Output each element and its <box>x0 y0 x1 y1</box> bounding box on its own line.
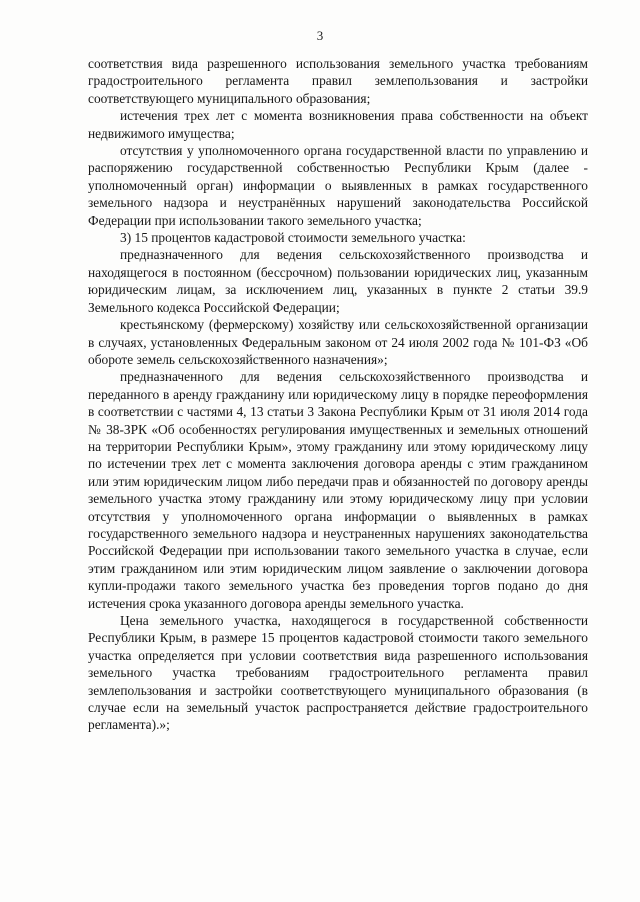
paragraph-6: крестьянскому (фермерскому) хозяйству или сельскохозяйственной организации в случаях, установленных Федеральным законом от 24 июля 2002 года № 101-ФЗ «Об обороте земель сельскохозяйственного назначения»; <box>88 317 588 367</box>
paragraph-1: соответствия вида разрешенного использования земельного участка требованиям градостроительного регламента правил землепользования и застройки соответствующего муниципального образования; <box>88 56 588 106</box>
paragraph-7: предназначенного для ведения сельскохозяйственного производства и переданного в аренду гражданину или юридическому лицу в порядке переоформления в соответствии с частями 4, 13 статьи 3 Закона Республики Крым от 31 июля 2014 года № 38-ЗРК «Об особенностях регулирования имущественных и земельных отношений на территории Республики Крым», этому гражданину или этому юридическому лицу по истечении трех лет с момента заключения договора аренды с этим гражданином или этим юридическим лицом либо передачи прав и обязанностей по договору аренды земельного участка этому гражданину или этому юридическому лицу при условии отсутствия у уполномоченного органа информации о выявленных в рамках государственного земельного надзора и неустраненных нарушениях законодательства Российской Федерации при использовании такого земельного участка в случае, если этим гражданином или этим юридическим лицом заявление о заключении договора купли-продажи такого земельного участка без проведения торгов подано до дня истечения срока указанного договора аренды земельного участка. <box>88 369 588 611</box>
document-body <box>88 55 588 734</box>
paragraph-2: истечения трех лет с момента возникновения права собственности на объект недвижимого имущества; <box>88 108 588 141</box>
paragraph-3: отсутствия у уполномоченного органа государственной власти по управлению и распоряжению государственной собственностью Республики Крым (далее - уполномоченный орган) информации о выявленных в рамках государственного земельного надзора и неустранённых нарушений законодательства Российской Федерации при использовании такого земельного участка; <box>88 143 588 228</box>
paragraph-5: предназначенного для ведения сельскохозяйственного производства и находящегося в постоянном (бессрочном) пользовании юридических лиц, указанным юридическим лицам, за исключением лиц, указанных в пункте 2 статьи 39.9 Земельного кодекса Российской Федерации; <box>88 247 588 315</box>
paragraph-4: 3) 15 процентов кадастровой стоимости земельного участка: <box>120 230 466 246</box>
page-number: 3 <box>316 28 324 43</box>
paragraph-8: Цена земельного участка, находящегося в государственной собственности Республики Крым, в размере 15 процентов кадастровой стоимости такого земельного участка определяется при условии соответствия вида разрешенного использования земельного участка требованиям градостроительного регламента правил землепользования и застройки соответствующего муниципального образования (в случае если на земельный участок распространяется действие градостроительного регламента).»; <box>88 613 588 733</box>
